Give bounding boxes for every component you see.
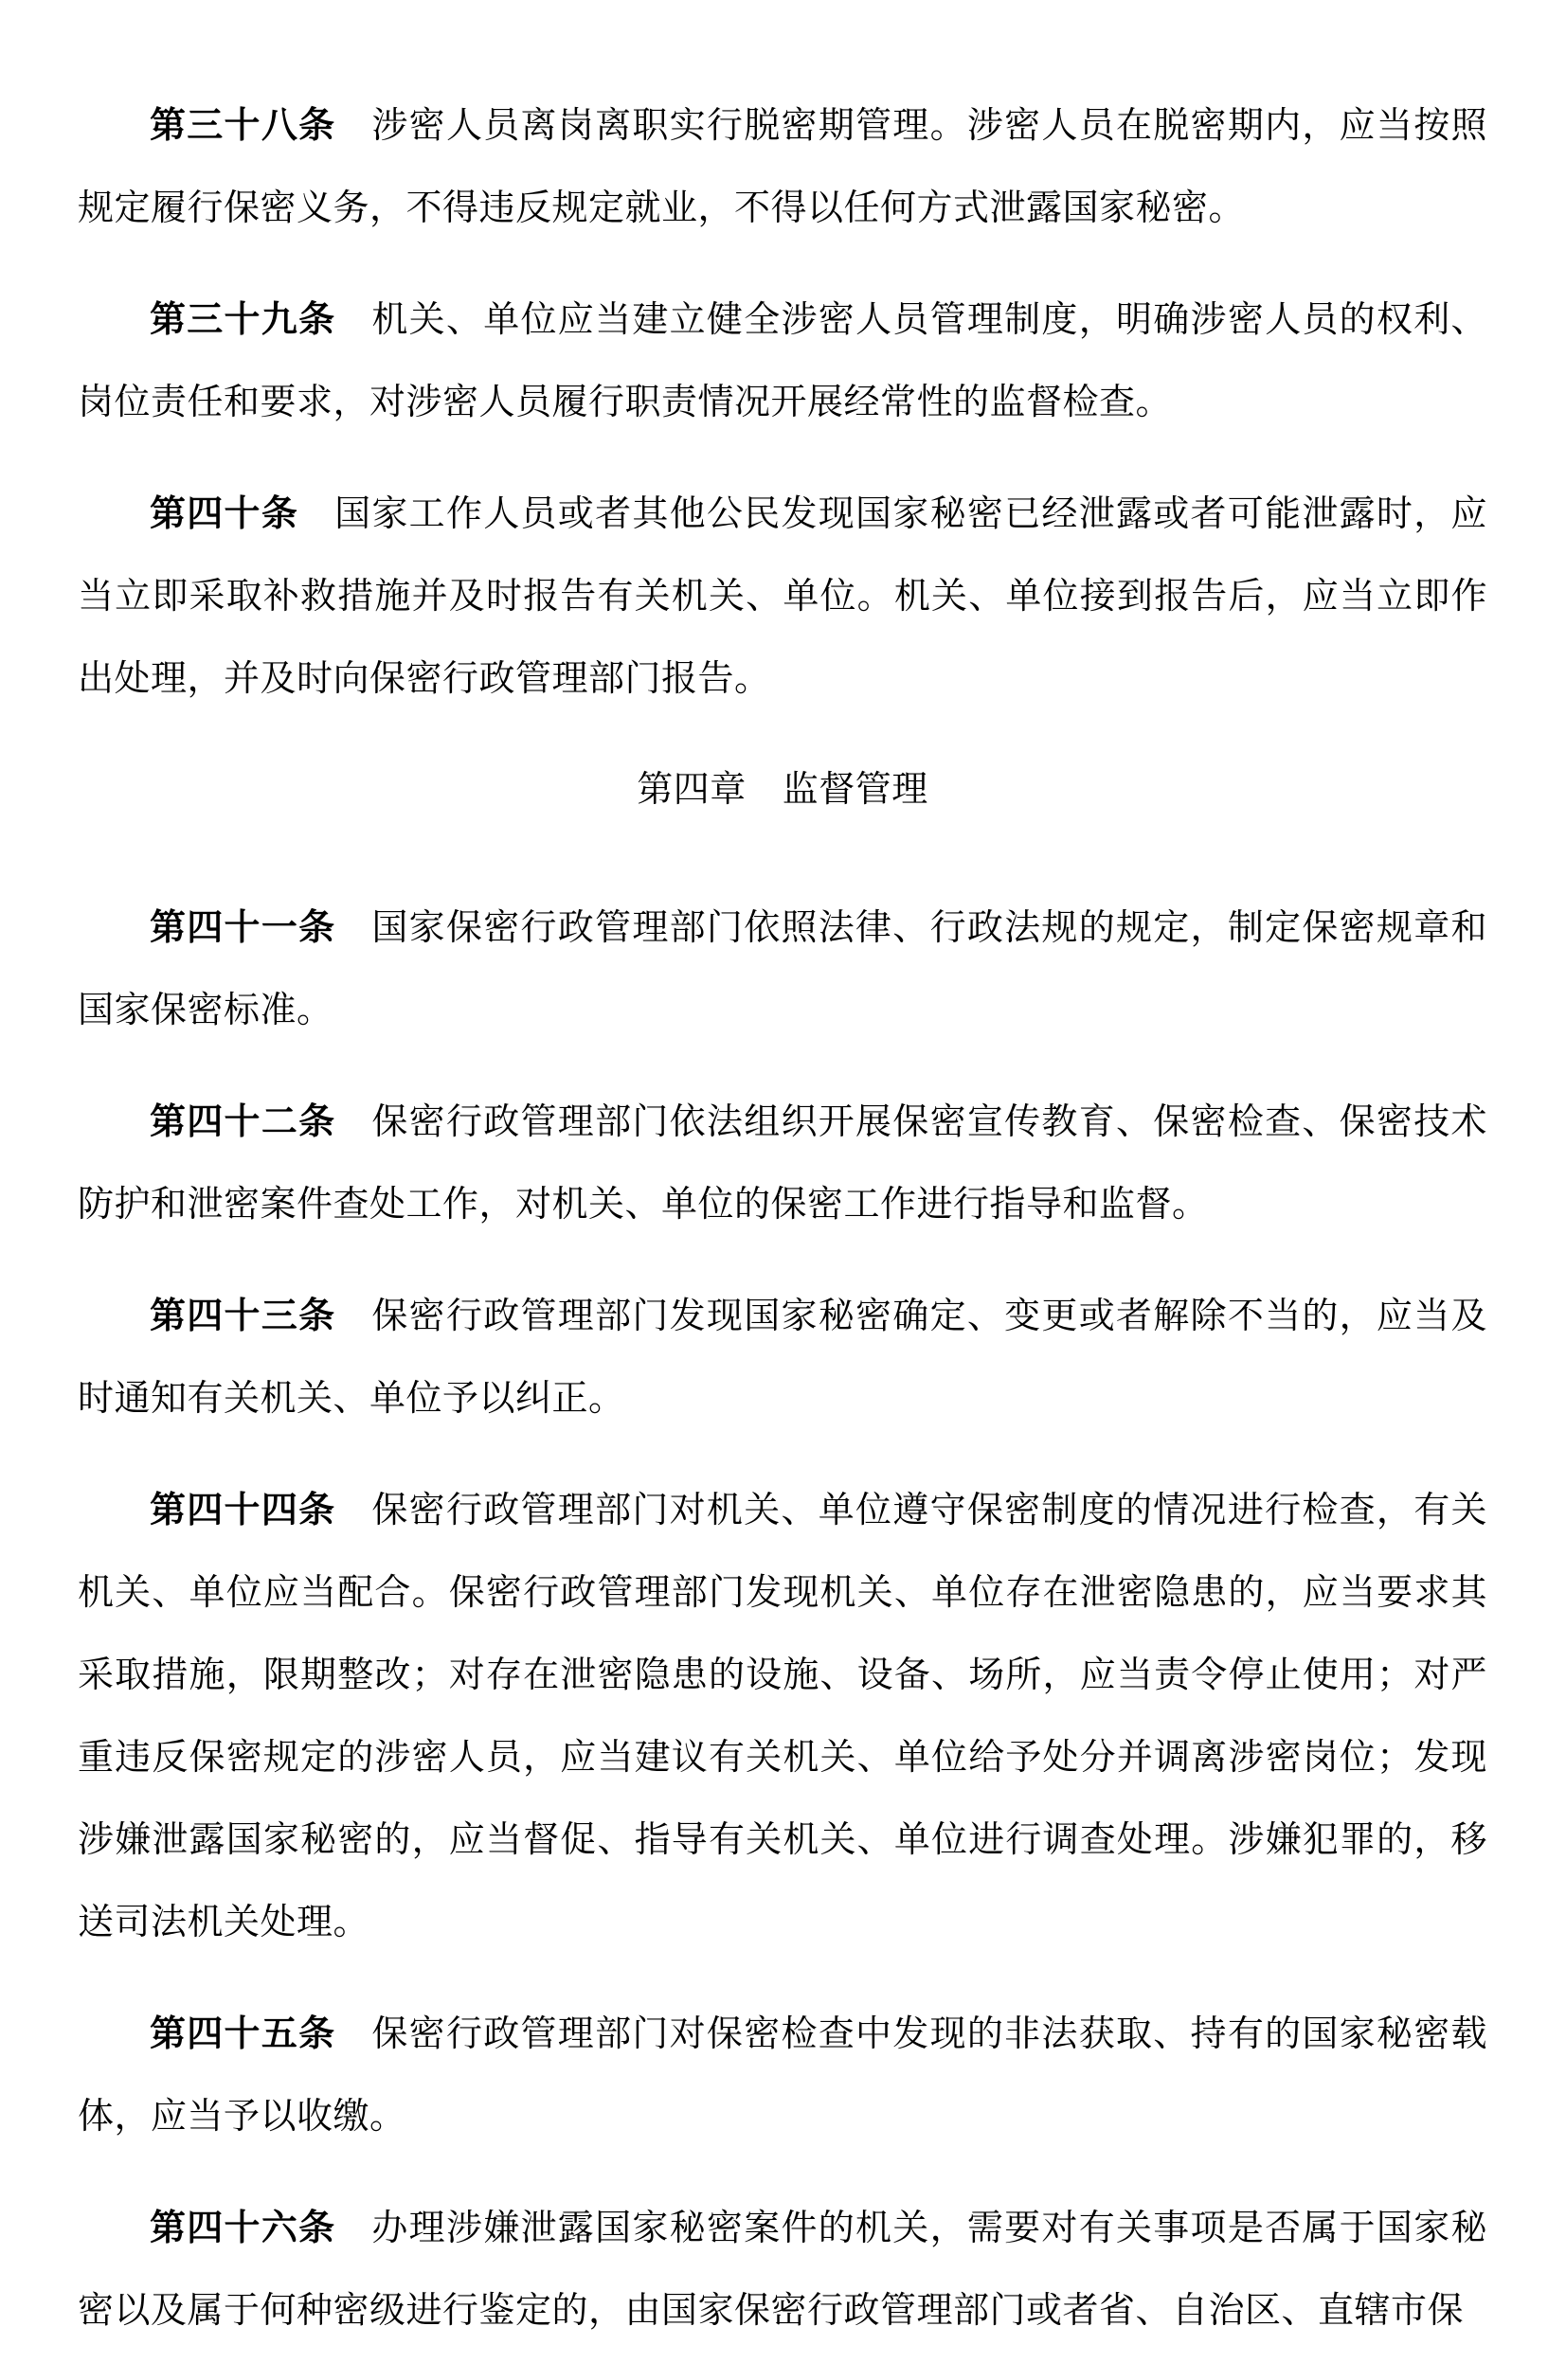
article-text: 涉密人员离岗离职实行脱密期管理。涉密人员在脱密期内，应当按照规定履行保密义务，不得违反规定就业，不得以任何方式泄露国家秘密。 (78, 104, 1487, 228)
article-46 (78, 2186, 1487, 2352)
article-number: 第三十八条 (150, 103, 336, 146)
article-text: 保密行政管理部门对机关、单位遵守保密制度的情况进行检查，有关机关、单位应当配合。保密行政管理部门发现机关、单位存在泄密隐患的，应当要求其采取措施，限期整改；对存在泄密隐患的设施、设备、场所，应当责令停止使用；对严重违反保密规定的涉密人员，应当建议有关机关、单位给予处分并调离涉密岗位；发现涉嫌泄露国家秘密的，应当督促、指导有关机关、单位进行调查处理。涉嫌犯罪的，移送司法机关处理。 (78, 1489, 1487, 1942)
article-44 (78, 1468, 1487, 1963)
article-43 (78, 1274, 1487, 1440)
article-38 (78, 83, 1487, 249)
article-text: 保密行政管理部门发现国家秘密确定、变更或者解除不当的，应当及时通知有关机关、单位予以纠正。 (78, 1295, 1487, 1419)
article-text: 国家保密行政管理部门依照法律、行政法规的规定，制定保密规章和国家保密标准。 (78, 906, 1487, 1030)
article-number: 第三十九条 (150, 297, 336, 340)
article-39 (78, 277, 1487, 443)
article-text: 办理涉嫌泄露国家秘密案件的机关，需要对有关事项是否属于国家秘密以及属于何种密级进行鉴定的，由国家保密行政管理部门或者省、自治区、直辖市保 (78, 2207, 1487, 2331)
article-number: 第四十六条 (150, 2206, 336, 2248)
chapter-number: 第四章 (637, 768, 747, 810)
article-number: 第四十二条 (150, 1100, 336, 1142)
article-text: 机关、单位应当建立健全涉密人员管理制度，明确涉密人员的权利、岗位责任和要求，对涉密人员履行职责情况开展经常性的监督检查。 (78, 298, 1487, 422)
article-40 (78, 472, 1487, 720)
document-page (78, 83, 1487, 2380)
article-text: 保密行政管理部门依法组织开展保密宣传教育、保密检查、保密技术防护和泄密案件查处工作，对机关、单位的保密工作进行指导和监督。 (78, 1101, 1487, 1225)
article-41 (78, 886, 1487, 1051)
article-number: 第四十四条 (150, 1488, 336, 1530)
article-number: 第四十条 (150, 492, 299, 534)
article-text: 保密行政管理部门对保密检查中发现的非法获取、持有的国家秘密载体，应当予以收缴。 (78, 2013, 1487, 2137)
article-42 (78, 1080, 1487, 1245)
article-45 (78, 1992, 1487, 2157)
article-number: 第四十一条 (150, 905, 336, 948)
chapter-heading (78, 748, 1487, 831)
article-number: 第四十三条 (150, 1294, 336, 1336)
article-text: 国家工作人员或者其他公民发现国家秘密已经泄露或者可能泄露时，应当立即采取补救措施并及时报告有关机关、单位。机关、单位接到报告后，应当立即作出处理，并及时向保密行政管理部门报告。 (78, 492, 1487, 699)
article-number: 第四十五条 (150, 2012, 336, 2054)
chapter-title: 监督管理 (782, 768, 928, 810)
